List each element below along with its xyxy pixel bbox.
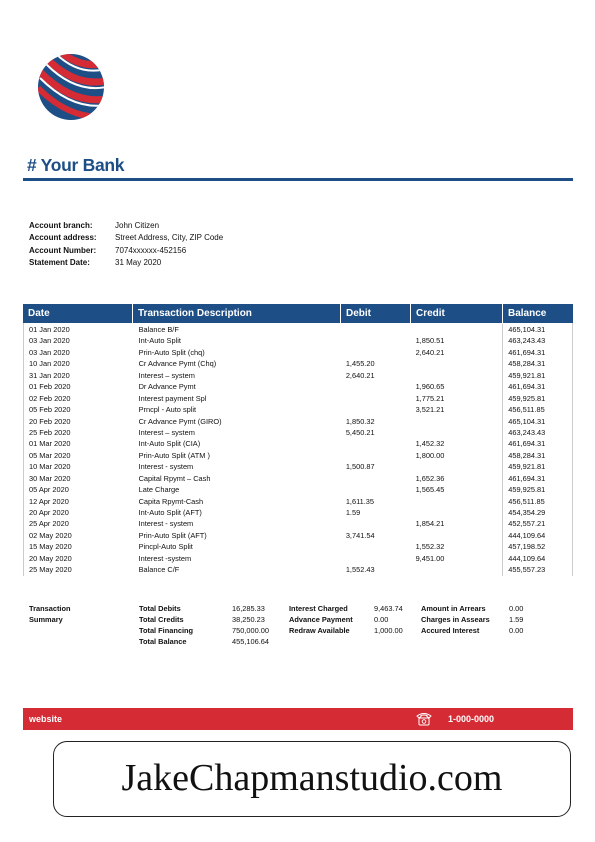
table-row (24, 530, 572, 541)
summary-value: 1,000.00 (374, 626, 403, 635)
row-description: Capita Rpymt-Cash (138, 496, 204, 506)
row-description: Cr Advance Pymt (GIRO) (138, 416, 222, 426)
summary-label: Advance Payment (289, 615, 353, 624)
row-debit (341, 335, 411, 346)
row-credit (411, 370, 503, 381)
summary-col3-values (509, 603, 523, 636)
row-date: 02 May 2020 (29, 530, 72, 540)
summary-label: Charges in Assears (421, 615, 490, 624)
account-number-row (29, 245, 223, 257)
row-credit (411, 530, 503, 541)
row-balance: 452,557.21 (502, 518, 572, 529)
summary-value: 9,463.74 (374, 604, 403, 613)
row-description: Balance C/F (138, 565, 180, 575)
row-date: 15 May 2020 (29, 542, 72, 552)
row-balance: 461,694.31 (502, 473, 572, 484)
header-balance: Balance (508, 308, 547, 319)
row-description: Int-Auto Split (138, 336, 181, 346)
summary-col3-labels (421, 603, 490, 636)
row-date: 05 Mar 2020 (29, 450, 71, 460)
header-date: Date (23, 304, 133, 323)
row-credit: 1,452.32 (415, 439, 445, 449)
row-date: 01 Mar 2020 (29, 439, 71, 449)
row-debit: 1,611.35 (345, 496, 375, 506)
row-balance: 463,243.43 (502, 335, 572, 346)
row-balance: 459,925.81 (502, 484, 572, 495)
row-debit (341, 518, 411, 529)
row-debit (341, 473, 411, 484)
table-row (24, 484, 572, 495)
row-debit (341, 450, 411, 461)
row-balance: 459,925.81 (502, 393, 572, 404)
summary-label: Total Balance (139, 637, 187, 646)
row-debit (341, 381, 411, 392)
summary-col2-values (374, 603, 403, 636)
row-debit (341, 393, 411, 404)
account-number-label: Account Number: (29, 245, 97, 255)
row-balance: 455,557.23 (502, 564, 572, 575)
summary-value: 38,250.23 (232, 615, 265, 624)
summary-title-line1: Transaction (29, 604, 71, 613)
table-row (24, 564, 572, 575)
row-description: Prncpl - Auto split (138, 405, 197, 415)
table-row (24, 438, 572, 449)
row-credit (411, 358, 503, 369)
row-debit (341, 324, 411, 335)
row-balance: 444,109.64 (502, 553, 572, 564)
transactions-table (23, 304, 573, 576)
header-divider (23, 178, 573, 181)
summary-value: 0.00 (509, 604, 524, 613)
row-date: 10 Mar 2020 (29, 462, 71, 472)
row-date: 25 May 2020 (29, 565, 72, 575)
summary-value: 1.59 (509, 615, 524, 624)
row-balance: 461,694.31 (502, 347, 572, 358)
header-description: Transaction Description (133, 304, 341, 323)
row-credit (411, 564, 503, 575)
table-row (24, 541, 572, 552)
summary-title (29, 603, 70, 625)
phone-number[interactable]: 1-000-0000 (448, 714, 495, 724)
row-credit (411, 324, 503, 335)
row-credit: 1,552.32 (415, 542, 445, 552)
header-debit: Debit (341, 304, 411, 323)
account-number-value: 7074xxxxxx-452156 (115, 245, 187, 255)
row-date: 30 Mar 2020 (29, 473, 71, 483)
summary-label: Total Debits (139, 604, 181, 613)
table-row (24, 518, 572, 529)
table-row (24, 496, 572, 507)
row-debit: 1,500.87 (345, 462, 375, 472)
summary-value: 455,106.64 (232, 637, 269, 646)
row-date: 31 Jan 2020 (29, 370, 70, 380)
table-row (24, 370, 572, 381)
account-details (29, 220, 223, 269)
table-row (24, 507, 572, 518)
row-credit: 1,854.21 (415, 519, 445, 529)
row-description: Dr Advance Pymt (138, 382, 196, 392)
table-row (24, 553, 572, 564)
row-description: Balance B/F (138, 325, 179, 334)
row-description: Interest – system (138, 370, 195, 380)
header-credit: Credit (411, 304, 503, 323)
row-description: Pincpl-Auto Split (138, 542, 193, 552)
summary-label: Accured Interest (421, 626, 480, 635)
table-row (24, 358, 572, 369)
summary-value: 16,285.33 (232, 604, 265, 613)
row-debit: 2,640.21 (345, 370, 375, 380)
account-address-label: Account address: (29, 233, 97, 243)
row-debit: 1,455.20 (345, 359, 375, 369)
row-description: Interest - system (138, 462, 194, 472)
account-branch-row (29, 220, 223, 232)
account-branch-label: Account branch: (29, 221, 93, 230)
row-debit (341, 404, 411, 415)
summary-value: 0.00 (509, 626, 524, 635)
row-credit (411, 507, 503, 518)
row-credit: 1,850.51 (415, 336, 445, 346)
row-date: 05 Apr 2020 (29, 485, 69, 495)
statement-date-label: Statement Date: (29, 257, 90, 267)
row-balance: 454,354.29 (502, 507, 572, 518)
row-date: 01 Jan 2020 (29, 325, 70, 334)
row-credit: 2,640.21 (415, 347, 445, 357)
bank-logo-icon (36, 52, 106, 122)
row-date: 10 Jan 2020 (29, 359, 70, 369)
table-row (24, 347, 572, 358)
row-balance: 458,284.31 (502, 358, 572, 369)
table-row (24, 404, 572, 415)
account-branch-value: John Citizen (115, 221, 160, 230)
row-balance: 458,284.31 (502, 450, 572, 461)
table-row (24, 416, 572, 427)
row-debit: 3,741.54 (345, 530, 375, 540)
table-row (24, 427, 572, 438)
row-description: Capital Rpymt – Cash (138, 473, 211, 483)
row-credit (411, 427, 503, 438)
row-debit (341, 347, 411, 358)
table-row (24, 450, 572, 461)
table-row (24, 393, 572, 404)
row-date: 02 Feb 2020 (29, 393, 71, 403)
table-row (24, 461, 572, 472)
row-description: Late Charge (138, 485, 180, 495)
row-debit: 1,552.43 (345, 565, 375, 575)
summary-label: Redraw Available (289, 626, 350, 635)
row-credit: 1,775.21 (415, 393, 445, 403)
table-row (24, 335, 572, 346)
table-row (24, 473, 572, 484)
row-credit: 1,960.65 (415, 382, 445, 392)
row-description: Cr Advance Pymt (Chq) (138, 359, 217, 369)
summary-value: 0.00 (374, 615, 389, 624)
summary-value: 750,000.00 (232, 626, 269, 635)
table-body (23, 323, 573, 576)
row-description: Interest - system (138, 519, 194, 529)
row-date: 25 Feb 2020 (29, 427, 71, 437)
row-debit (341, 484, 411, 495)
table-row (24, 324, 572, 335)
row-date: 03 Jan 2020 (29, 347, 70, 357)
row-description: Prin-Auto Split (ATM ) (138, 450, 210, 460)
summary-col1-labels (139, 603, 193, 647)
row-credit: 1,652.36 (415, 473, 445, 483)
row-balance: 461,694.31 (502, 381, 572, 392)
account-address-row (29, 232, 223, 244)
row-balance: 457,198.52 (502, 541, 572, 552)
row-debit (341, 541, 411, 552)
row-balance: 465,104.31 (502, 324, 572, 335)
row-date: 12 Apr 2020 (29, 496, 69, 506)
row-credit (411, 461, 503, 472)
table-row (24, 381, 572, 392)
row-description: Int-Auto Split (AFT) (138, 508, 202, 517)
footer-bar (23, 708, 573, 730)
website-link[interactable]: website (29, 714, 63, 724)
row-credit (411, 496, 503, 507)
bank-name: # Your Bank (27, 155, 125, 175)
row-date: 25 Apr 2020 (29, 519, 69, 529)
telephone-icon (415, 711, 433, 727)
row-balance: 456,511.85 (502, 496, 572, 507)
table-header (23, 304, 573, 323)
row-description: Interest -system (138, 553, 192, 563)
row-credit: 1,565.45 (415, 485, 445, 495)
row-credit (411, 416, 503, 427)
row-credit: 3,521.21 (415, 405, 445, 415)
row-debit: 1.59 (345, 508, 361, 517)
row-balance: 459,921.81 (502, 370, 572, 381)
row-date: 05 Feb 2020 (29, 405, 71, 415)
row-credit: 1,800.00 (415, 450, 445, 460)
summary-label: Total Credits (139, 615, 184, 624)
row-balance: 459,921.81 (502, 461, 572, 472)
summary-label: Amount in Arrears (421, 604, 486, 613)
row-credit: 9,451.00 (415, 553, 445, 563)
row-balance: 461,694.31 (502, 438, 572, 449)
row-debit: 1,850.32 (345, 416, 375, 426)
row-date: 03 Jan 2020 (29, 336, 70, 346)
account-address-value: Street Address, City, ZIP Code (115, 233, 224, 243)
row-date: 20 Feb 2020 (29, 416, 71, 426)
row-description: Prin-Auto Split (AFT) (138, 530, 207, 540)
statement-date-row (29, 257, 223, 269)
summary-title-line2: Summary (29, 615, 63, 624)
row-balance: 456,511.85 (502, 404, 572, 415)
statement-date-value: 31 May 2020 (115, 257, 162, 267)
row-debit (341, 553, 411, 564)
row-balance: 444,109.64 (502, 530, 572, 541)
row-description: Prin-Auto Split (chq) (138, 347, 205, 357)
watermark-banner: JakeChapmanstudio.com (53, 741, 571, 817)
row-date: 20 May 2020 (29, 553, 72, 563)
row-description: Int-Auto Split (CIA) (138, 439, 201, 449)
summary-label: Total Financing (139, 626, 194, 635)
summary-col2-labels (289, 603, 353, 636)
row-description: Interest – system (138, 427, 195, 437)
row-balance: 465,104.31 (502, 416, 572, 427)
row-debit (341, 438, 411, 449)
row-balance: 463,243.43 (502, 427, 572, 438)
summary-label: Interest Charged (289, 604, 348, 613)
row-debit: 5,450.21 (345, 427, 375, 437)
row-description: Interest payment Spl (138, 393, 207, 403)
row-date: 01 Feb 2020 (29, 382, 71, 392)
row-date: 20 Apr 2020 (29, 508, 69, 517)
summary-col1-values (232, 603, 269, 647)
